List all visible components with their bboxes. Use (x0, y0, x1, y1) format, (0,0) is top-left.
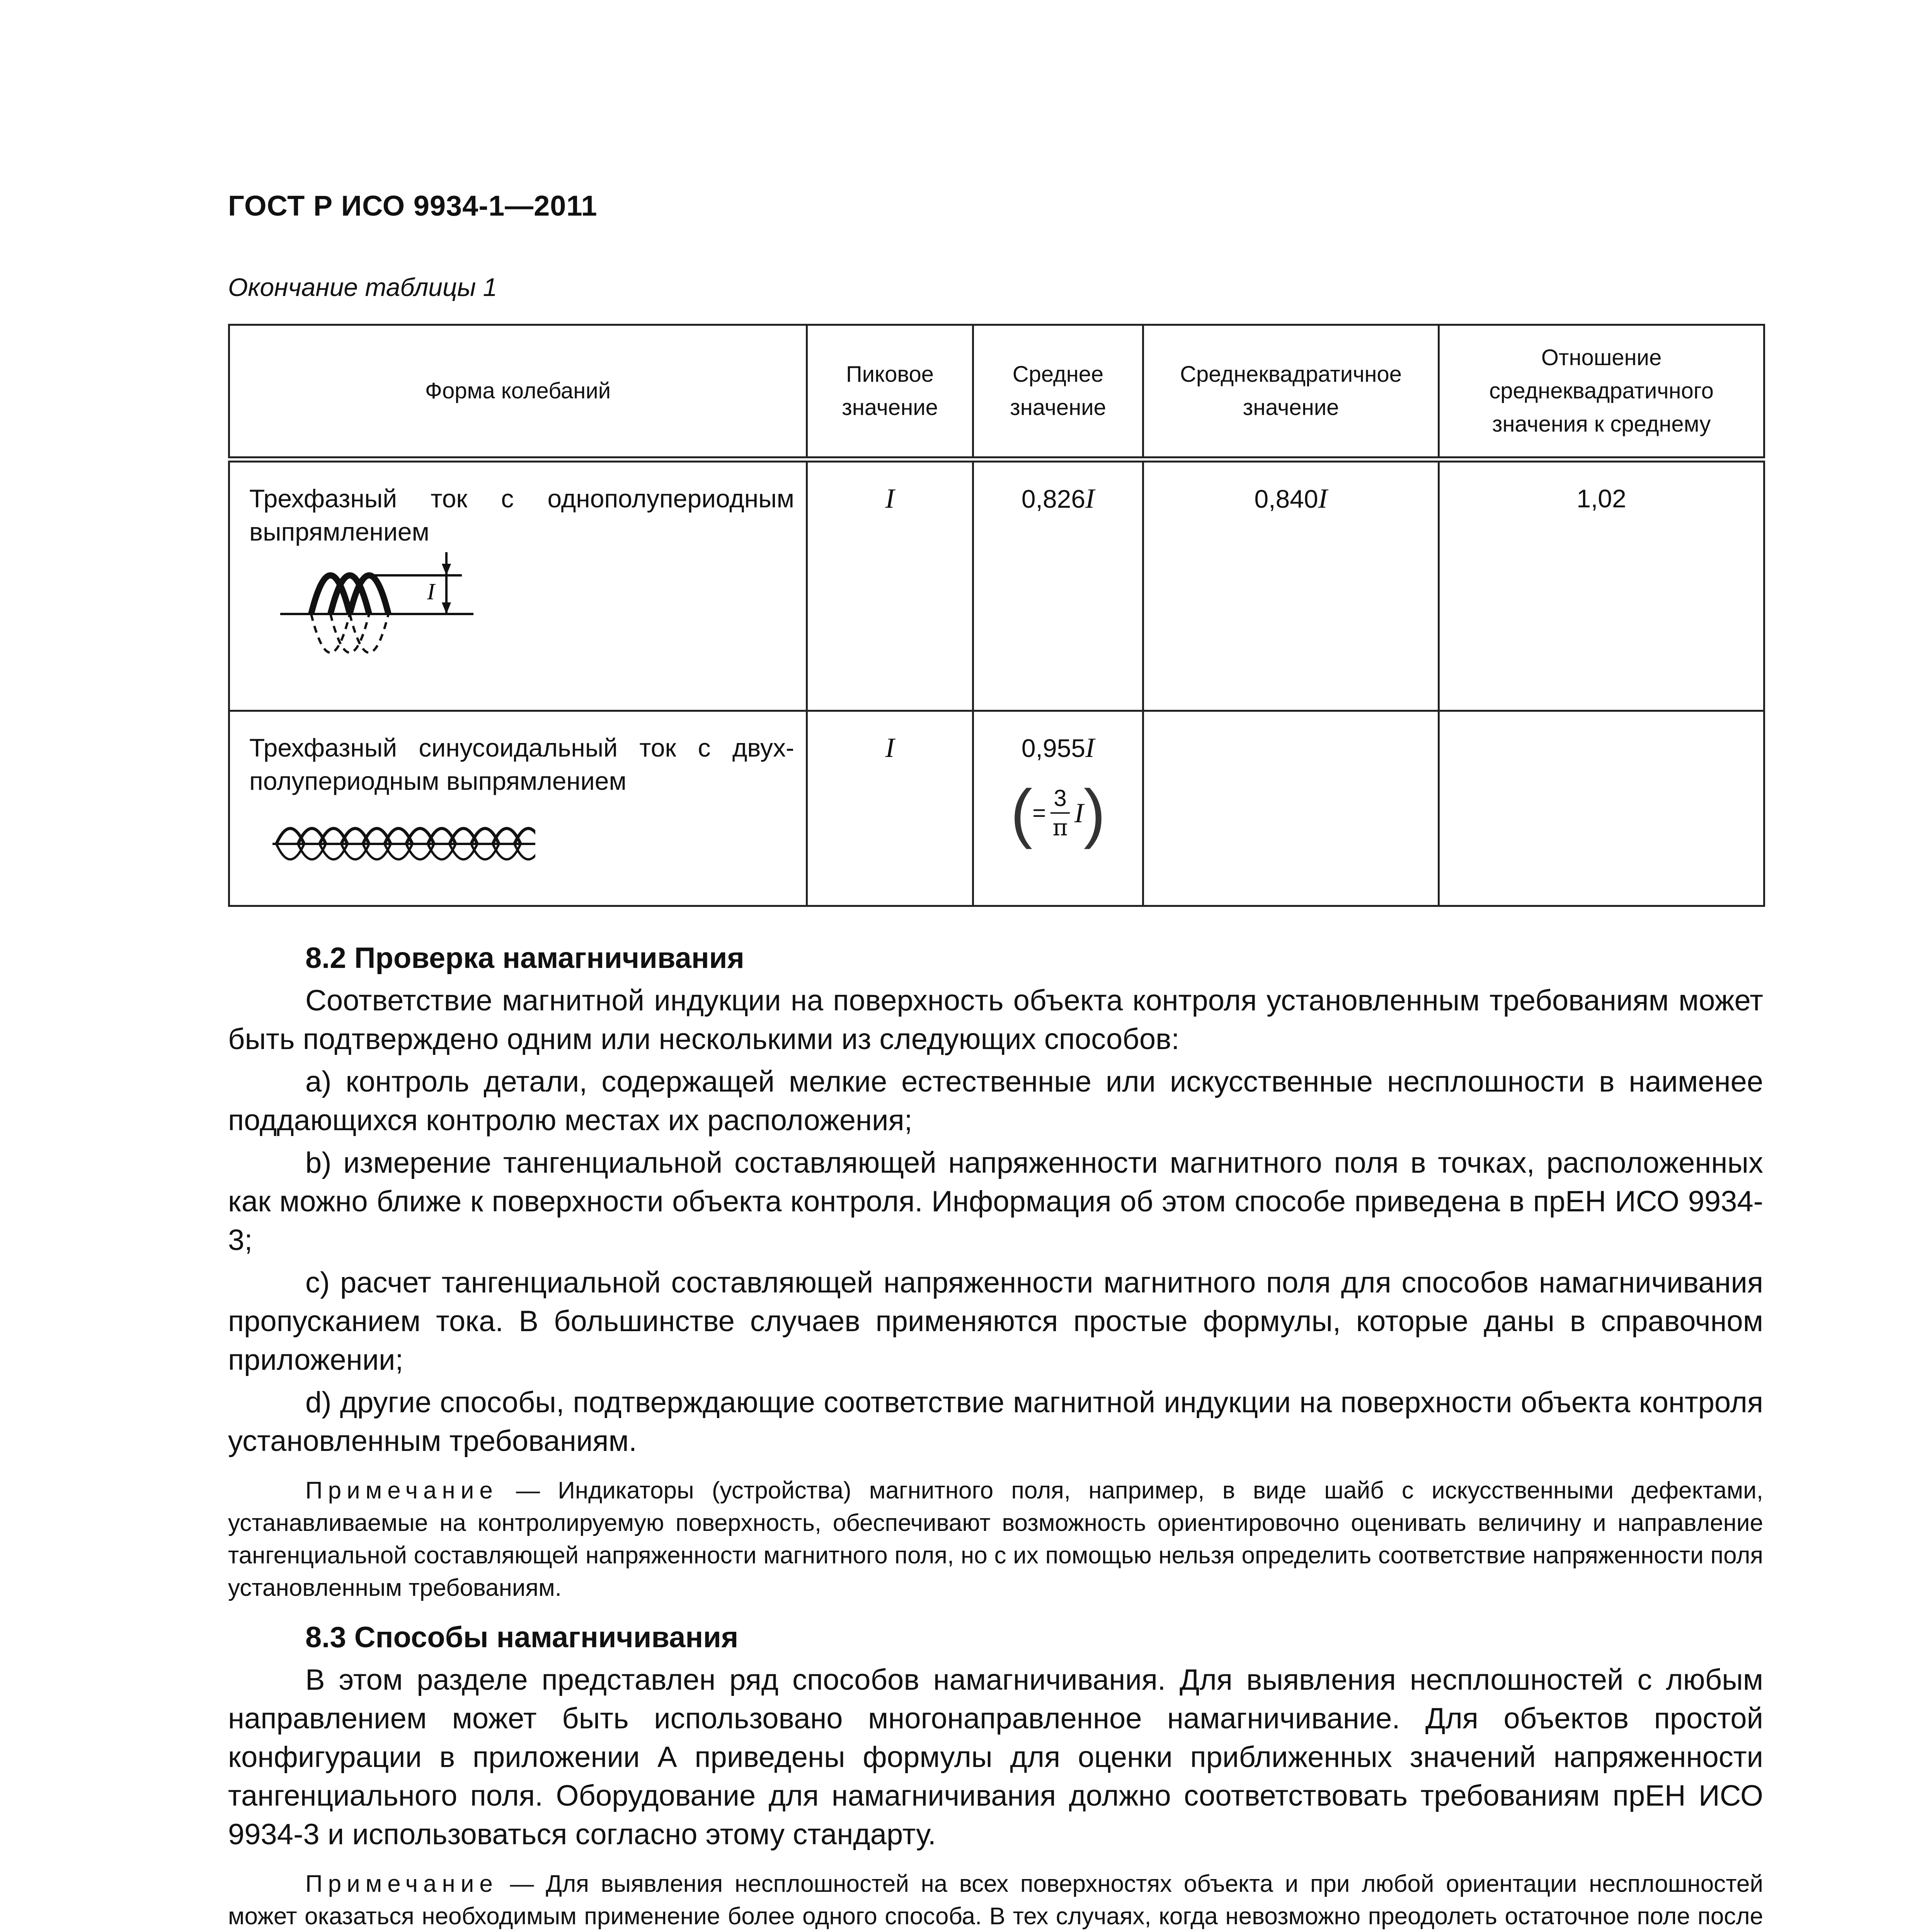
col-header-ratio-text: Отношение среднеквадратичного значения к среднему (1489, 345, 1714, 437)
note-text: — Индикаторы (устройства) магнитного поля, например, в виде шайб с искусственными дефектами, устанавливаемые на контролируемую поверхность, обеспечивают возможность ориентировочно оценивать величину и направление тангенциальной составляющей напряженности магнитного поля, но с их помощью нельзя определить соответствие напряженности поля установленным требованиям. (228, 1477, 1763, 1601)
row1-peak: I (885, 483, 895, 514)
formula-sym: I (1074, 797, 1084, 828)
cell-ratio (1439, 459, 1764, 711)
row2-ratio (1440, 712, 1763, 731)
list-item: d) другие способы, подтверждающие соответствие магнитной индукции на поверхности объекта контроля установленным требованиям. (228, 1386, 1763, 1458)
list-item: c) расчет тангенциальной составляющей напряженности магнитного поля для способов намагничивания пропусканием тока. В большинстве случаев применяются простые формулы, которые даны в справочном приложении; (228, 1266, 1763, 1376)
waveform-table (228, 324, 1765, 907)
cell-rms (1143, 711, 1439, 906)
col-header-mean (973, 325, 1143, 460)
row2-mean-formula: ( = $\frac{3}{\pi}$ I ) (1010, 776, 1106, 850)
note-8-2 (228, 1475, 1763, 1604)
row1-mean-coef: 0,826 (1021, 485, 1086, 513)
col-header-rms (1143, 325, 1439, 460)
row1-rms-sym: I (1318, 483, 1328, 514)
col-header-peak (807, 325, 973, 460)
table-caption: Окончание таблицы 1 (228, 273, 497, 301)
row2-mean-coef: 0,955 (1021, 733, 1086, 762)
cell-form (229, 711, 807, 906)
table-row (229, 459, 1764, 711)
section-8-2-intro: Соответствие магнитной индукции на поверхность объекта контроля установленным требованиям может быть подтверждено одним или несколькими из следующих способов: (228, 984, 1763, 1056)
row2-rms (1144, 712, 1438, 731)
row1-rms-coef: 0,840 (1254, 485, 1318, 513)
note-label: Примечание (305, 1477, 498, 1504)
half-wave-rectified-waveform (280, 552, 497, 695)
document-header: ГОСТ Р ИСО 9934-1—2011 (228, 190, 598, 222)
formula-den: π (1052, 814, 1068, 841)
cell-mean (973, 711, 1143, 906)
cell-mean (973, 459, 1143, 711)
note-8-3 (228, 1868, 1763, 1932)
note-label: Примечание (305, 1871, 498, 1897)
row2-peak: I (885, 732, 895, 763)
cell-rms (1143, 459, 1439, 711)
table-header-row (229, 325, 1764, 460)
col-header-ratio (1439, 325, 1764, 460)
note-text: — Для выявления несплошностей на всех поверхностях объекта и при любой ориентации несплошностей может оказаться необходимым применение более одного способа. В тех случаях, когда невозможно преодолеть остаточное поле после (228, 1871, 1763, 1930)
cell-form (229, 459, 807, 711)
list-item: b) измерение тангенциальной составляющей напряженности магнитного поля в точках, расположенных как можно ближе к поверхности объекта контроля. Информация об этом способе приведена в прЕН ИСО 9934-3; (228, 1146, 1763, 1257)
col-header-form: Форма колебаний (229, 325, 807, 460)
document-body (228, 939, 1763, 1932)
row1-form-text: Трехфазный ток с однополупериодным выпрямлением (249, 484, 794, 546)
col-header-peak-text: Пиковое значение (842, 362, 938, 420)
col-header-rms-text: Среднеквадратичное значение (1180, 362, 1402, 420)
cell-peak (807, 711, 973, 906)
row1-ratio: 1,02 (1577, 484, 1626, 513)
full-wave-rectified-waveform (272, 805, 535, 883)
table-row (229, 711, 1764, 906)
formula-eq: = (1032, 799, 1046, 826)
section-8-3-heading: 8.3 Способы намагничивания (305, 1621, 739, 1654)
row1-mean-sym: I (1085, 483, 1095, 514)
list-item: a) контроль детали, содержащей мелкие естественные или искусственные несплошности в наименее поддающихся контролю местах их расположения; (228, 1065, 1763, 1137)
section-8-3-para: В этом разделе представлен ряд способов намагничивания. Для выявления несплошностей с любым направлением может быть использовано многонаправленное намагничивание. Для объектов простой конфигурации в приложении А приведены формулы для оценки приближенных значений напряженности тангенциального поля. Оборудование для намагничивания должно соответствовать требованиям прЕН ИСО 9934-3 и использоваться согласно этому стандарту. (228, 1663, 1763, 1851)
row2-form-text: Трехфазный синусоидальный ток с двух-полупериодным выпрямлением (249, 733, 794, 795)
cell-peak (807, 459, 973, 711)
section-8-2-heading: 8.2 Проверка намагничивания (305, 942, 744, 975)
col-header-mean-text: Среднее значение (1010, 362, 1106, 420)
cell-ratio (1439, 711, 1764, 906)
formula-num: 3 (1050, 784, 1069, 814)
figure-label-i: I (427, 579, 435, 604)
row2-mean-sym: I (1085, 732, 1095, 763)
